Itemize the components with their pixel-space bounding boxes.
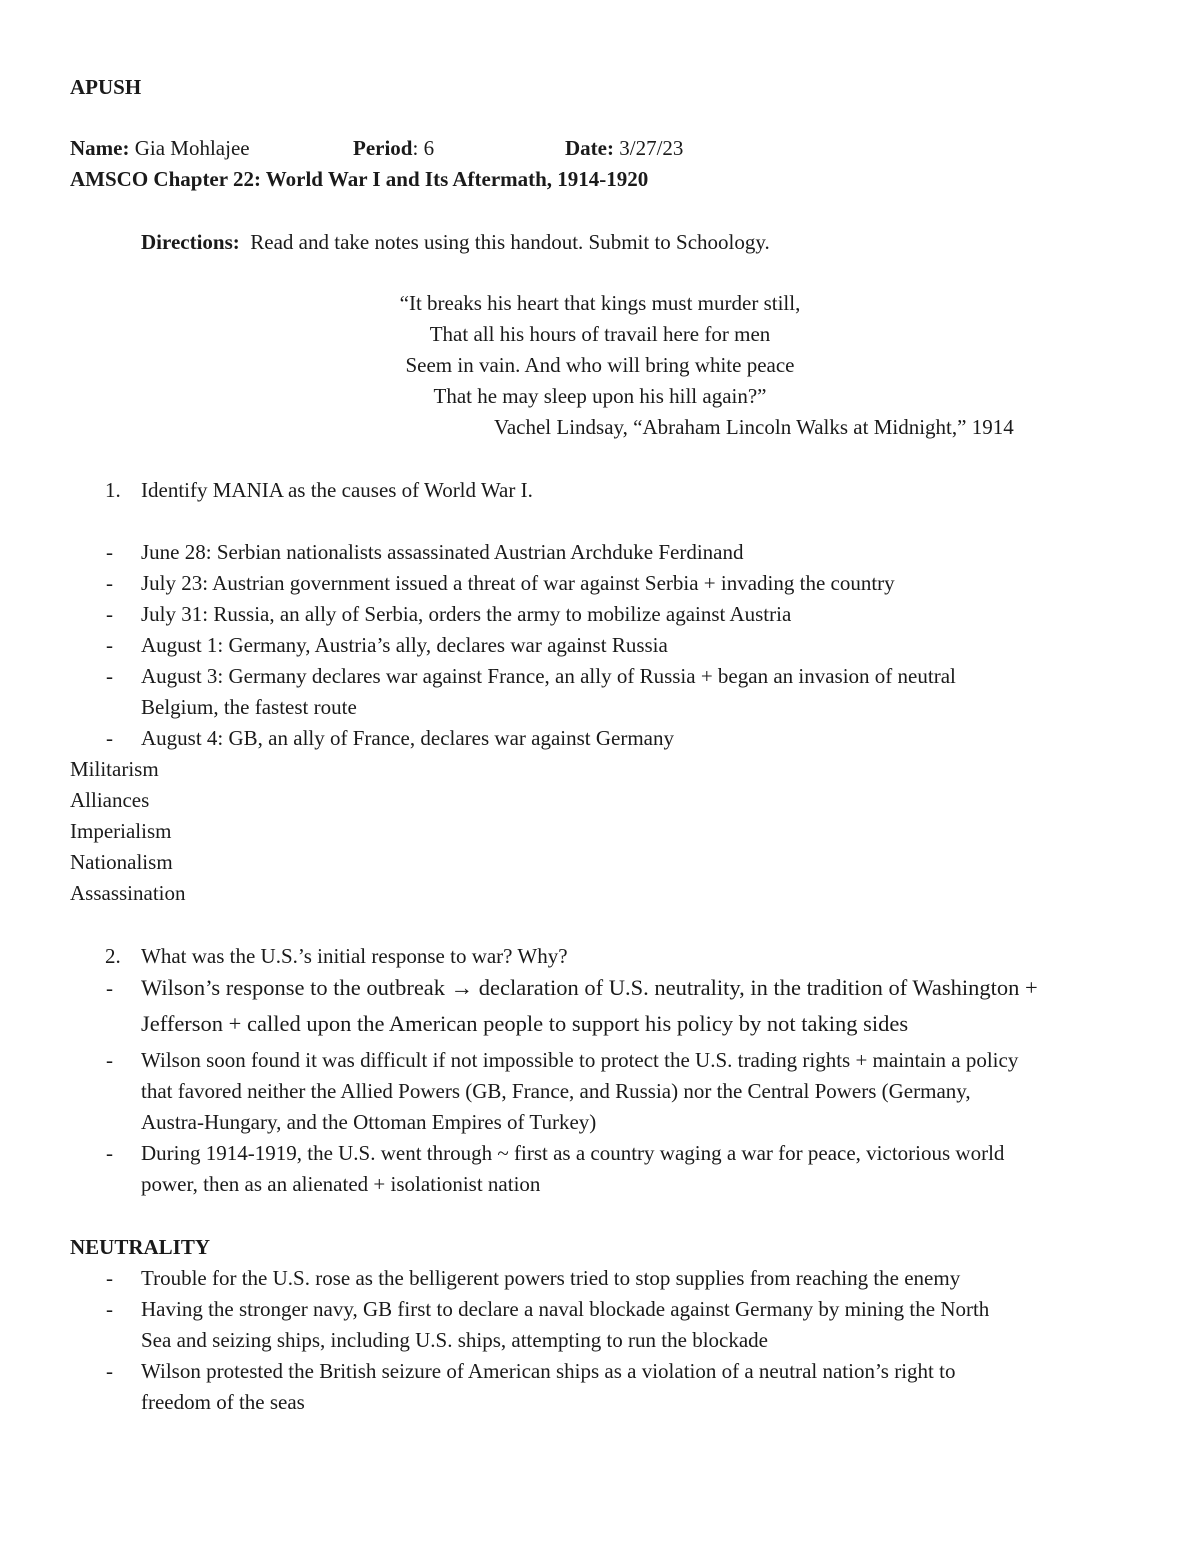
mania-term: Assassination bbox=[70, 881, 186, 905]
list-item: July 23: Austrian government issued a threat of war against Serbia + invading the country bbox=[141, 571, 895, 595]
directions-label: Directions: bbox=[141, 230, 240, 254]
mania-term: Militarism bbox=[70, 757, 159, 781]
bullet-dash: - bbox=[106, 1266, 113, 1290]
bullet-dash: - bbox=[106, 602, 113, 626]
list-item-continued: that favored neither the Allied Powers (GB, France, and Russia) nor the Central Powers (Germany, bbox=[141, 1079, 971, 1103]
date-value: 3/27/23 bbox=[619, 136, 684, 160]
quote-line: That all his hours of travail here for men bbox=[429, 322, 771, 346]
bullet-dash: - bbox=[106, 571, 113, 595]
bullet-dash: - bbox=[106, 664, 113, 688]
bullet-dash: - bbox=[106, 1141, 113, 1165]
quote-line: Seem in vain. And who will bring white peace bbox=[405, 353, 795, 377]
list-item-continued: Sea and seizing ships, including U.S. ships, attempting to run the blockade bbox=[141, 1328, 768, 1352]
bullet-dash: - bbox=[106, 976, 113, 1000]
list-item: Having the stronger navy, GB first to declare a naval blockade against Germany by mining the North bbox=[141, 1297, 990, 1321]
period-label: Period bbox=[353, 136, 413, 160]
list-item-continued: power, then as an alienated + isolationist nation bbox=[141, 1172, 541, 1196]
question-number: 2. bbox=[105, 944, 121, 968]
name-field bbox=[70, 133, 250, 163]
list-item-continued: Belgium, the fastest route bbox=[141, 695, 357, 719]
period-value: : 6 bbox=[412, 136, 435, 160]
chapter-title: AMSCO Chapter 22: World War I and Its Aftermath, 1914-1920 bbox=[70, 167, 649, 191]
mania-term: Imperialism bbox=[70, 819, 172, 843]
quote-line: “It breaks his heart that kings must murder still, bbox=[399, 291, 801, 315]
name-value: Gia Mohlajee bbox=[134, 136, 250, 160]
question-text: What was the U.S.’s initial response to war? Why? bbox=[141, 944, 568, 968]
list-item: August 3: Germany declares war against France, an ally of Russia + began an invasion of neutral bbox=[141, 664, 956, 688]
list-item: Wilson protested the British seizure of American ships as a violation of a neutral nation’s right to bbox=[141, 1359, 956, 1383]
date-field bbox=[565, 133, 683, 163]
list-item: July 31: Russia, an ally of Serbia, orders the army to mobilize against Austria bbox=[141, 602, 792, 626]
list-item: August 1: Germany, Austria’s ally, declares war against Russia bbox=[141, 633, 668, 657]
question-text: Identify MANIA as the causes of World War I. bbox=[141, 478, 533, 502]
list-item-continued: Austra-Hungary, and the Ottoman Empires of Turkey) bbox=[141, 1110, 597, 1134]
mania-term: Nationalism bbox=[70, 850, 173, 874]
quote-attribution: Vachel Lindsay, “Abraham Lincoln Walks at Midnight,” 1914 bbox=[494, 415, 1014, 439]
list-item: Wilson soon found it was difficult if not impossible to protect the U.S. trading rights + maintain a policy bbox=[141, 1048, 1019, 1072]
list-item: August 4: GB, an ally of France, declares war against Germany bbox=[141, 726, 674, 750]
name-label: Name: bbox=[70, 136, 130, 160]
list-item: June 28: Serbian nationalists assassinated Austrian Archduke Ferdinand bbox=[141, 540, 744, 564]
mania-term: Alliances bbox=[70, 788, 150, 812]
question-number: 1. bbox=[105, 478, 121, 502]
list-item: Wilson’s response to the outbreak → declaration of U.S. neutrality, in the tradition of Washington + bbox=[141, 975, 1038, 1000]
bullet-dash: - bbox=[106, 1297, 113, 1321]
list-item: During 1914-1919, the U.S. went through ~ first as a country waging a war for peace, victorious world bbox=[141, 1141, 1005, 1165]
bullet-dash: - bbox=[106, 1048, 113, 1072]
bullet-dash: - bbox=[106, 540, 113, 564]
list-item-continued: Jefferson + called upon the American people to support his policy by not taking sides bbox=[141, 1011, 909, 1036]
bullet-dash: - bbox=[106, 1359, 113, 1383]
period-field bbox=[353, 133, 434, 163]
directions bbox=[141, 227, 770, 257]
quote-line: That he may sleep upon his hill again?” bbox=[433, 384, 767, 408]
list-item: Trouble for the U.S. rose as the belligerent powers tried to stop supplies from reaching the enemy bbox=[141, 1266, 961, 1290]
course-title: APUSH bbox=[70, 75, 142, 99]
bullet-dash: - bbox=[106, 726, 113, 750]
list-item-continued: freedom of the seas bbox=[141, 1390, 305, 1414]
bullet-dash: - bbox=[106, 633, 113, 657]
date-label: Date: bbox=[565, 136, 614, 160]
directions-text: Read and take notes using this handout. Submit to Schoology. bbox=[250, 230, 770, 254]
section-heading: NEUTRALITY bbox=[70, 1235, 211, 1259]
